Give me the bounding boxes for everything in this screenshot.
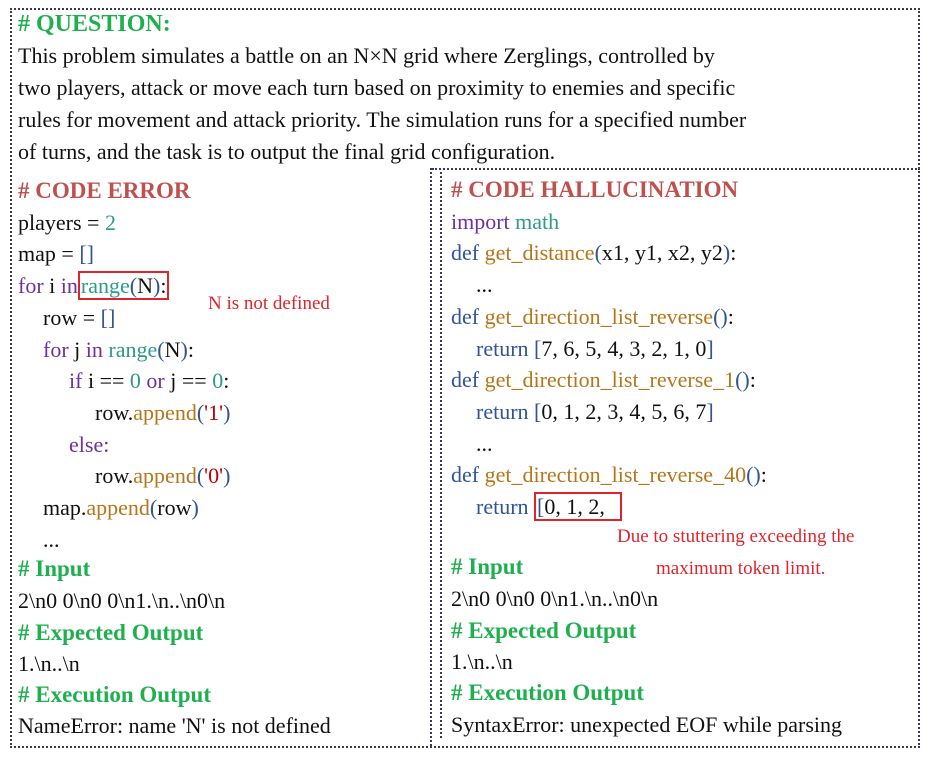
code-line: return [0, 1, 2, [476,492,622,522]
code-hallucination-panel [451,175,919,745]
question-line: rules for movement and attack priority. The simulation runs for a specified number [18,107,747,132]
code-line: if i == 0 or j == 0: [69,368,230,393]
code-line: row = [] [43,305,116,330]
hallucination-annotation-line-2: maximum token limit. [656,558,826,579]
execution-output-label: # Execution Output [451,680,644,705]
error-annotation: N is not defined [208,293,330,314]
code-line: for i in range(N): [18,271,169,301]
code-line: def get_distance(x1, y1, x2, y2): [451,240,737,265]
code-line: def get_direction_list_reverse(): [451,304,734,329]
code-error-panel [18,176,428,746]
question-line: of turns, and the task is to output the final grid configuration. [18,139,556,164]
section-divider [432,168,920,170]
code-error-title: # CODE ERROR [18,178,191,203]
execution-output-value: NameError: name 'N' is not defined [18,713,331,738]
code-line: row.append('0') [95,463,231,488]
expected-output-label: # Expected Output [18,620,204,645]
input-value: 2\n0 0\n0 0\n1.\n..\n0\n [18,588,226,613]
code-line: ... [43,527,60,552]
code-line: row.append('1') [95,400,231,425]
question-text [18,40,908,168]
code-line: for j in range(N): [43,337,194,362]
execution-output-label: # Execution Output [18,682,211,707]
code-line: else: [69,432,110,457]
undefined-name-highlight: range(N): [78,271,170,300]
hallucination-annotation-line-1: Due to stuttering exceeding the [617,526,855,547]
code-hallucination-title: # CODE HALLUCINATION [451,177,739,202]
code-line: import math [451,209,560,234]
code-line: map.append(row) [43,495,199,520]
code-line: def get_direction_list_reverse_40(): [451,462,767,487]
code-line: ... [476,272,493,297]
code-line: map = [] [18,241,94,266]
input-label: # Input [18,556,91,581]
column-divider-inner [440,172,442,738]
expected-output-value: 1.\n..\n [451,649,513,674]
input-label: # Input [451,554,524,579]
column-divider-outer [430,168,432,746]
question-line: two players, attack or move each turn based on proximity to enemies and specific [18,75,736,100]
expected-output-label: # Expected Output [451,618,637,643]
question-heading: # QUESTION: [18,11,171,37]
truncated-output-highlight: [0, 1, 2, [534,492,622,521]
code-line: return [0, 1, 2, 3, 4, 5, 6, 7] [476,399,714,424]
question-section [18,8,908,168]
code-line: ... [476,431,493,456]
code-line: return [7, 6, 5, 4, 3, 2, 1, 0] [476,336,714,361]
input-value: 2\n0 0\n0 0\n1.\n..\n0\n [451,586,659,611]
code-line: def get_direction_list_reverse_1(): [451,367,756,392]
question-line: This problem simulates a battle on an N×N grid where Zerglings, controlled by [18,43,715,68]
code-line: players = 2 [18,210,116,235]
execution-output-value: SyntaxError: unexpected EOF while parsing [451,712,843,737]
expected-output-value: 1.\n..\n [18,651,80,676]
